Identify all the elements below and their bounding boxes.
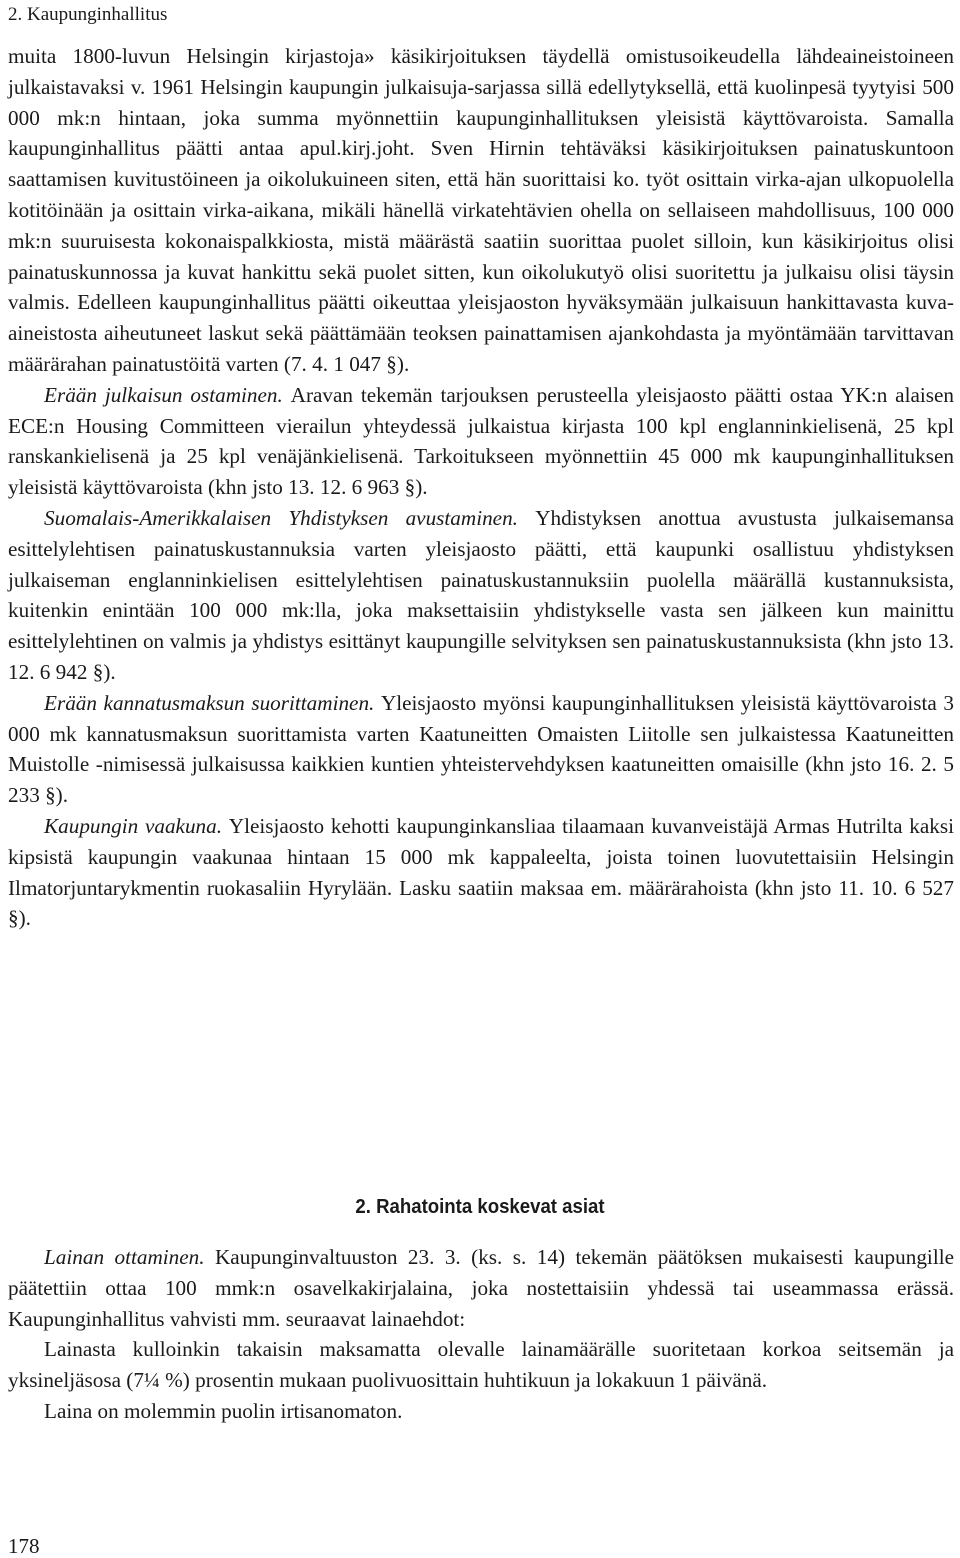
paragraph xyxy=(8,503,954,688)
paragraph xyxy=(8,41,954,380)
paragraph xyxy=(8,1334,954,1396)
paragraph-body: Yleisjaosto myönsi kaupunginhallituksen yleisistä käyttövaroista 3 000 mk kannatusmaksun suorittamista varten Kaatuneitten Omaisten Liitolle sen julkaistessa Kaatuneitten Muistolle -nimisessä julkaisussa kaikkien kuntien yhteistervehdyksen kaatuneitten omaisille (khn jsto 16. 2. 5 233 §). xyxy=(8,690,954,808)
paragraph xyxy=(8,1242,954,1334)
paragraph-body: Laina on molemmin puolin irtisanomaton. xyxy=(44,1398,403,1423)
paragraph-title: Kaupungin vaakuna. xyxy=(44,813,229,838)
paragraph-title: Lainan ottaminen. xyxy=(44,1245,215,1269)
paragraph-title: Suomalais-Amerikkalaisen Yhdistyksen avustaminen. xyxy=(44,505,536,530)
running-head: 2. Kaupunginhallitus xyxy=(8,4,168,25)
paragraph-body: Yleisjaosto kehotti kaupunginkansliaa tilaamaan kuvanveistäjä Armas Hutrilta kaksi kipsistä kaupungin vaakunaa hintaan 15 000 mk kappaleelta, joista toinen luovutettaisiin Helsingin Ilmatorjuntarykmentin ruokasaliin Hyrylään. Lasku saatiin maksaa em. määrärahoista (khn jsto 11. 10. 6 527 §). xyxy=(8,813,955,931)
paragraph xyxy=(8,380,954,503)
paragraph-body: Yhdistyksen anottua avustusta julkaisemansa esittelylehtisen painatuskustannuksia varten yleisjaosto päätti, että kaupunki osallistuu yhdistyksen julkaiseman englanninkielisen esittelylehtisen painatuskustannuksiin puolella määrällä kustannuksista, kuitenkin enintään 100 000 mk:lla, joka maksettaisiin yhdistykselle vasta sen jälkeen kun mainittu esittelylehtinen on valmis ja yhdistys esittänyt kaupungille selvityksen sen painatuskustannuksista (khn jsto 13. 12. 6 942 §). xyxy=(8,505,954,684)
paragraph xyxy=(8,811,954,934)
paragraph-body: muita 1800-luvun Helsingin kirjastoja» käsikirjoituksen täydellä omistusoikeudella lähdeaineistoineen julkaistavaksi v. 1961 Helsingin kaupungin julkaisuja-sarjassa sillä edellytyksellä, että kuolinpesä tyytyisi 500 000 mk:n hintaan, joka summa myönnettiin kaupunginhallituksen yleisistä käyttövaroista. Samalla kaupunginhallitus päätti antaa apul.kirj.joht. Sven Hirnin tehtäväksi käsikirjoituksen painatuskuntoon saattamisen kuvitustöineen ja oikolukuineen siten, että hän suorittaisi ko. työt osittain virka-ajan ulkopuolella kotitöinään ja osittain virka-aikana, mikäli hänellä virkatehtävien ohella on sellaiseen mahdollisuus, 100 000 mk:n suuruisesta kokonaispalkkiosta, mistä määrästä saatiin suorittaa puolet silloin, kun käsikirjoitus olisi painatuskunnossa ja kuvat hankittu sekä puolet sitten, kun oikolukutyö olisi suoritettu ja julkaisu olisi täysin valmis. Edelleen kaupunginhallitus päätti oikeuttaa yleisjaoston hyväksymään julkaisuun hankittavasta kuva-aineistosta aiheutuneet laskut sekä päättämään teoksen painattamisen ajankohdasta ja myöntämään tarvittavan määrärahan painatustöitä varten (7. 4. 1 047 §). xyxy=(8,44,954,376)
paragraph-body: Lainasta kulloinkin takaisin maksamatta olevalle lainamäärälle suoritetaan korkoa seitsemän ja yksineljäsosa (7¼ %) prosentin mukaan puolivuosittain huhtikuun ja lokakuun 1 päivänä. xyxy=(8,1337,954,1393)
paragraph xyxy=(8,688,954,811)
page-number: 178 xyxy=(8,1534,40,1558)
text-block-2 xyxy=(8,1242,954,1427)
paragraph-title: Erään kannatusmaksun suorittaminen. xyxy=(44,690,381,715)
text-block-1 xyxy=(8,41,954,934)
paragraph-title: Erään julkaisun ostaminen. xyxy=(44,382,291,407)
section-heading: 2. Rahatointa koskevat asiat xyxy=(355,1196,605,1218)
paragraph-body: Kaupunginvaltuuston 23. 3. (ks. s. 14) tekemän päätöksen mukaisesti kaupungille päätettiin ottaa 100 mmk:n osavelkakirjalaina, joka nostettaisiin yhdessä tai useammassa erässä. Kaupunginhallitus vahvisti mm. seuraavat lainaehdot: xyxy=(8,1245,954,1331)
paragraph xyxy=(8,1396,954,1427)
paragraph-body: Aravan tekemän tarjouksen perusteella yleisjaosto päätti ostaa YK:n alaisen ECE:n Housing Committeen vierailun yhteydessä julkaistua kirjasta 100 kpl englanninkielisenä, 25 kpl ranskankielisenä ja 25 kpl venäjänkielisenä. Tarkoitukseen myönnettiin 45 000 mk kaupunginhallituksen yleisistä käyttövaroista (khn jsto 13. 12. 6 963 §). xyxy=(8,382,954,500)
